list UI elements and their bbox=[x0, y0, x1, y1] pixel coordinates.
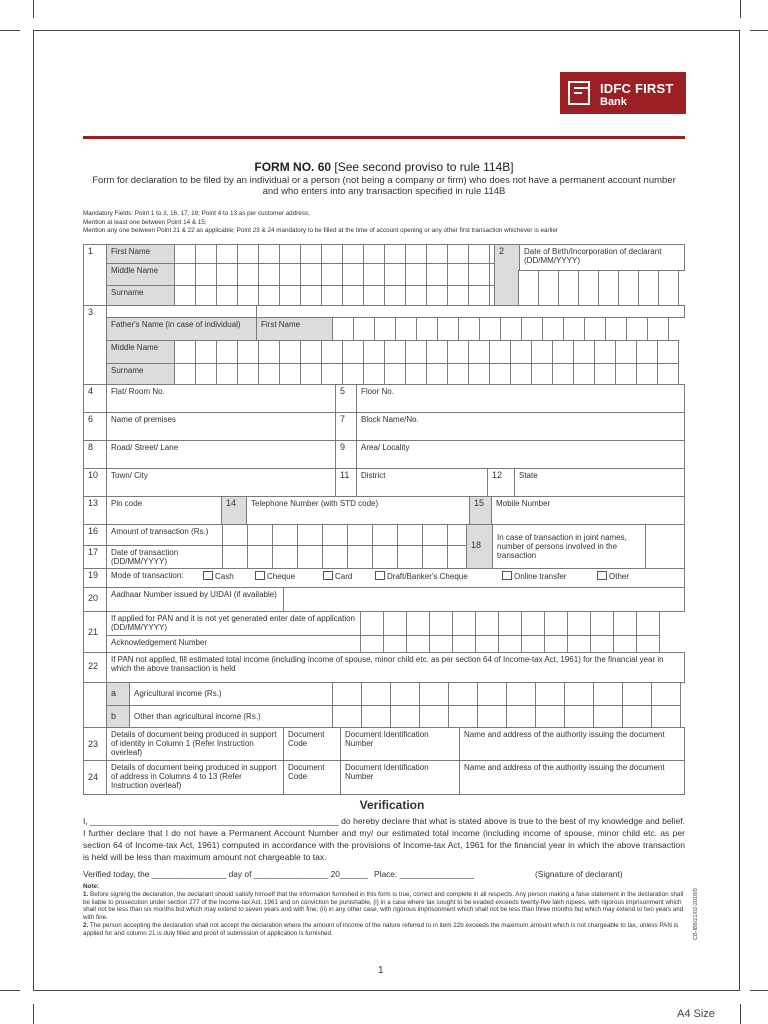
father-middle-name-boxes[interactable] bbox=[175, 340, 679, 364]
field-number: 15 bbox=[469, 496, 492, 525]
field-number: 1 bbox=[83, 244, 107, 306]
doc-address-label: Details of document being produced in support of address in Columns 4 to 13 (Refer Instruction overleaf) bbox=[106, 760, 284, 795]
father-surname-boxes[interactable] bbox=[175, 363, 679, 385]
field-number: 5 bbox=[335, 384, 357, 413]
field-number: 3 bbox=[83, 305, 107, 385]
telephone-field[interactable]: Telephone Number (with STD code) bbox=[246, 496, 470, 525]
form-subtitle: Form for declaration to be filed by an individual or a person (not being a company or firm) who does not have a permanent account number and who enters into any transaction specified in rule 114B bbox=[92, 175, 676, 197]
joint-label: In case of transaction in joint names, number of persons involved in the transaction bbox=[492, 524, 646, 569]
father-middle-name-label: Middle Name bbox=[106, 340, 176, 364]
premises-field[interactable]: Name of premises bbox=[106, 412, 336, 441]
mandatory-line: Mention any one between Point 21 & 22 as applicable; Point 23 & 24 mandatory to be filled at the time of account opening or any other first transaction whichever is earlier bbox=[83, 227, 558, 234]
district-field[interactable]: District bbox=[356, 468, 488, 497]
mandatory-line: Mandatory Fields: Point 1 to 3, 16, 17, 19; Point 4 to 13 as per customer address; bbox=[83, 210, 310, 217]
mandatory-line: Mention at least one between Point 14 & 15; bbox=[83, 218, 207, 226]
non-agri-label: Other than agricultural income (Rs.) bbox=[129, 705, 334, 728]
field-number: 4 bbox=[83, 384, 107, 413]
crop-mark bbox=[750, 990, 768, 991]
spacer bbox=[83, 682, 107, 728]
aadhaar-label: Aadhaar Number issued by UIDAI (if available) bbox=[106, 587, 284, 612]
checkbox-icon[interactable] bbox=[375, 571, 385, 580]
field-number: 11 bbox=[335, 468, 357, 497]
father-first-name-label: First Name bbox=[256, 317, 334, 341]
mode-option-other[interactable]: Other bbox=[597, 571, 629, 581]
sub-number: a bbox=[106, 682, 130, 706]
verified-line bbox=[83, 869, 685, 879]
doc-id-field[interactable]: Document Identification Number bbox=[340, 760, 460, 795]
crop-mark bbox=[740, 1004, 741, 1024]
page-number: 1 bbox=[378, 965, 384, 976]
field-number: 24 bbox=[83, 760, 107, 795]
middle-name-label: Middle Name bbox=[106, 263, 176, 286]
form-grid bbox=[83, 244, 685, 789]
verified-place: Place: ________________ bbox=[374, 869, 475, 879]
header-divider bbox=[83, 136, 685, 139]
crop-mark bbox=[33, 0, 34, 18]
crop-mark bbox=[740, 0, 741, 18]
mode-option-online[interactable]: Online transfer bbox=[502, 571, 566, 581]
field-number: 23 bbox=[83, 727, 107, 761]
crop-mark bbox=[750, 30, 768, 31]
town-field[interactable]: Town/ City bbox=[106, 468, 336, 497]
form-title: FORM NO. 60 [See second proviso to rule 114B] bbox=[254, 160, 514, 174]
checkbox-icon[interactable] bbox=[597, 571, 607, 580]
surname-label: Surname bbox=[106, 285, 176, 306]
mode-option-cheque[interactable]: Cheque bbox=[255, 571, 295, 581]
field-number: 8 bbox=[83, 440, 107, 469]
father-first-name-boxes[interactable] bbox=[333, 317, 669, 341]
doc-identity-label: Details of document being produced in support of identity in Column 1 (Refer Instruction overleaf) bbox=[106, 727, 284, 761]
locality-field[interactable]: Area/ Locality bbox=[356, 440, 685, 469]
field-number: 13 bbox=[83, 496, 107, 525]
doc-code-field[interactable]: Document Code bbox=[283, 760, 341, 795]
fathers-name-label: Father's Name (in case of individual) bbox=[106, 317, 257, 341]
crop-mark bbox=[33, 1004, 34, 1024]
sub-number: b bbox=[106, 705, 130, 728]
field-number: 2 bbox=[494, 244, 520, 306]
non-agri-boxes[interactable] bbox=[333, 705, 681, 728]
side-code: CB-IB6/21/02-2018/0 bbox=[693, 888, 699, 940]
pan-applied-label: If applied for PAN and it is not yet generated enter date of application (DD/MM/YYYY) bbox=[106, 611, 362, 636]
authority-field[interactable]: Name and address of the authority issuing the document bbox=[459, 727, 685, 761]
authority-field[interactable]: Name and address of the authority issuing the document bbox=[459, 760, 685, 795]
checkbox-icon[interactable] bbox=[203, 571, 213, 580]
doc-code-field[interactable]: Document Code bbox=[283, 727, 341, 761]
field-number: 6 bbox=[83, 412, 107, 441]
field-number: 14 bbox=[221, 496, 247, 525]
crop-mark bbox=[0, 990, 20, 991]
doc-id-field[interactable]: Document Identification Number bbox=[340, 727, 460, 761]
notes bbox=[83, 883, 685, 938]
mode-option-card[interactable]: Card bbox=[323, 571, 352, 581]
field-number: 9 bbox=[335, 440, 357, 469]
mode-option-cash[interactable]: Cash bbox=[203, 571, 234, 581]
note-2: 2. The person accepting the declaration shall not accept the declaration where the amount of income of the nature referred to in item 22b exceeds the maximum amount which is not chargeable to tax, unless PAN is applied for and column 21 is duly filled and proof of submission of application is furnished. bbox=[83, 921, 679, 937]
mode-row bbox=[106, 568, 685, 588]
father-surname-label: Surname bbox=[106, 363, 176, 385]
mandatory-notes bbox=[83, 210, 693, 236]
crop-mark bbox=[0, 30, 20, 31]
field-number: 7 bbox=[335, 412, 357, 441]
verification-text: I, ____________________________________________________ do hereby declare that what is stated above is true to the best of my knowledge and belief. I further declare that I do not have a Permanent Account Number and my/ our estimated total income (including income of spouse, minor child etc. as per section 64 of Income-tax Act, 1961) computed in accordance with the provisions of Income-tax Act, 1961 for the financial year in which the above transaction is held will be less than maximum amount not chargeable to tax. bbox=[83, 816, 685, 862]
agri-boxes[interactable] bbox=[333, 682, 681, 706]
field-number: 16 bbox=[83, 524, 107, 546]
mode-option-draft[interactable]: Draft/Banker's Cheque bbox=[375, 571, 468, 581]
checkbox-icon[interactable] bbox=[502, 571, 512, 580]
ack-label: Acknowledgement Number bbox=[106, 635, 362, 653]
logo-mark-icon bbox=[568, 81, 590, 105]
floor-field[interactable]: Floor No. bbox=[356, 384, 685, 413]
field-number: 21 bbox=[83, 611, 107, 653]
first-name-label: First Name bbox=[106, 244, 176, 264]
mode-label: Mode of transaction: bbox=[111, 571, 184, 580]
field-number: 19 bbox=[83, 568, 107, 588]
road-field[interactable]: Road/ Street/ Lane bbox=[106, 440, 336, 469]
agri-label: Agricultural income (Rs.) bbox=[129, 682, 334, 706]
joint-input[interactable] bbox=[645, 524, 685, 569]
state-field[interactable]: State bbox=[514, 468, 685, 497]
field-number: 10 bbox=[83, 468, 107, 497]
amount-label: Amount of transaction (Rs.) bbox=[106, 524, 224, 546]
checkbox-icon[interactable] bbox=[323, 571, 333, 580]
field-number: 18 bbox=[466, 524, 493, 569]
size-label: A4 Size bbox=[677, 1008, 715, 1020]
field-number: 22 bbox=[83, 652, 107, 683]
income-label: If PAN not applied, fill estimated total income (including income of spouse, minor child etc. as per section 64 of Income-tax Act, 1961) for the financial year in which the above transaction is held bbox=[106, 652, 685, 683]
note-1: 1. Before signing the declaration, the declarant should satisfy himself that the information furnished in this form is true, correct and complete in all respects. Any person making a false statement in the declaration shall be liable to prosecution under section 277 of the Income-tax Act, 1961 and on conviction be punishable, (i) in a case where tax sought to be evaded exceeds twenty-five lakh rupees, with rigorous imprisonment which shall not be less than six months but which may extend to seven years and with fine; (ii) in any other case, with rigorous imprisonment which shall not be less than three months but which may extend to two years and with fine. bbox=[83, 890, 684, 922]
verified-today: Verified today, the ________________ day of ________________ 20______ bbox=[83, 869, 368, 879]
field-number: 17 bbox=[83, 545, 107, 569]
dob-boxes[interactable] bbox=[519, 270, 679, 306]
aadhaar-input[interactable] bbox=[283, 587, 685, 612]
checkbox-icon[interactable] bbox=[255, 571, 265, 580]
logo-text-line1: IDFC FIRST bbox=[600, 81, 674, 96]
flat-field[interactable]: Flat/ Room No. bbox=[106, 384, 336, 413]
date-txn-label: Date of transaction (DD/MM/YYYY) bbox=[106, 545, 224, 569]
field-number: 20 bbox=[83, 587, 107, 612]
mobile-field[interactable]: Mobile Number bbox=[491, 496, 685, 525]
field-number: 12 bbox=[487, 468, 515, 497]
pin-field[interactable]: Pin code bbox=[106, 496, 222, 525]
dob-label: Date of Birth/Incorporation of declarant (DD/MM/YYYY) bbox=[519, 244, 685, 271]
ack-boxes[interactable] bbox=[361, 635, 660, 653]
pan-applied-boxes[interactable] bbox=[361, 611, 660, 636]
verification-title: Verification bbox=[359, 798, 425, 812]
block-field[interactable]: Block Name/No. bbox=[356, 412, 685, 441]
logo-text-line2: Bank bbox=[600, 96, 627, 108]
signature-label: (Signature of declarant) bbox=[535, 869, 623, 879]
bank-logo bbox=[560, 72, 686, 114]
note-title: Note: bbox=[83, 883, 100, 890]
